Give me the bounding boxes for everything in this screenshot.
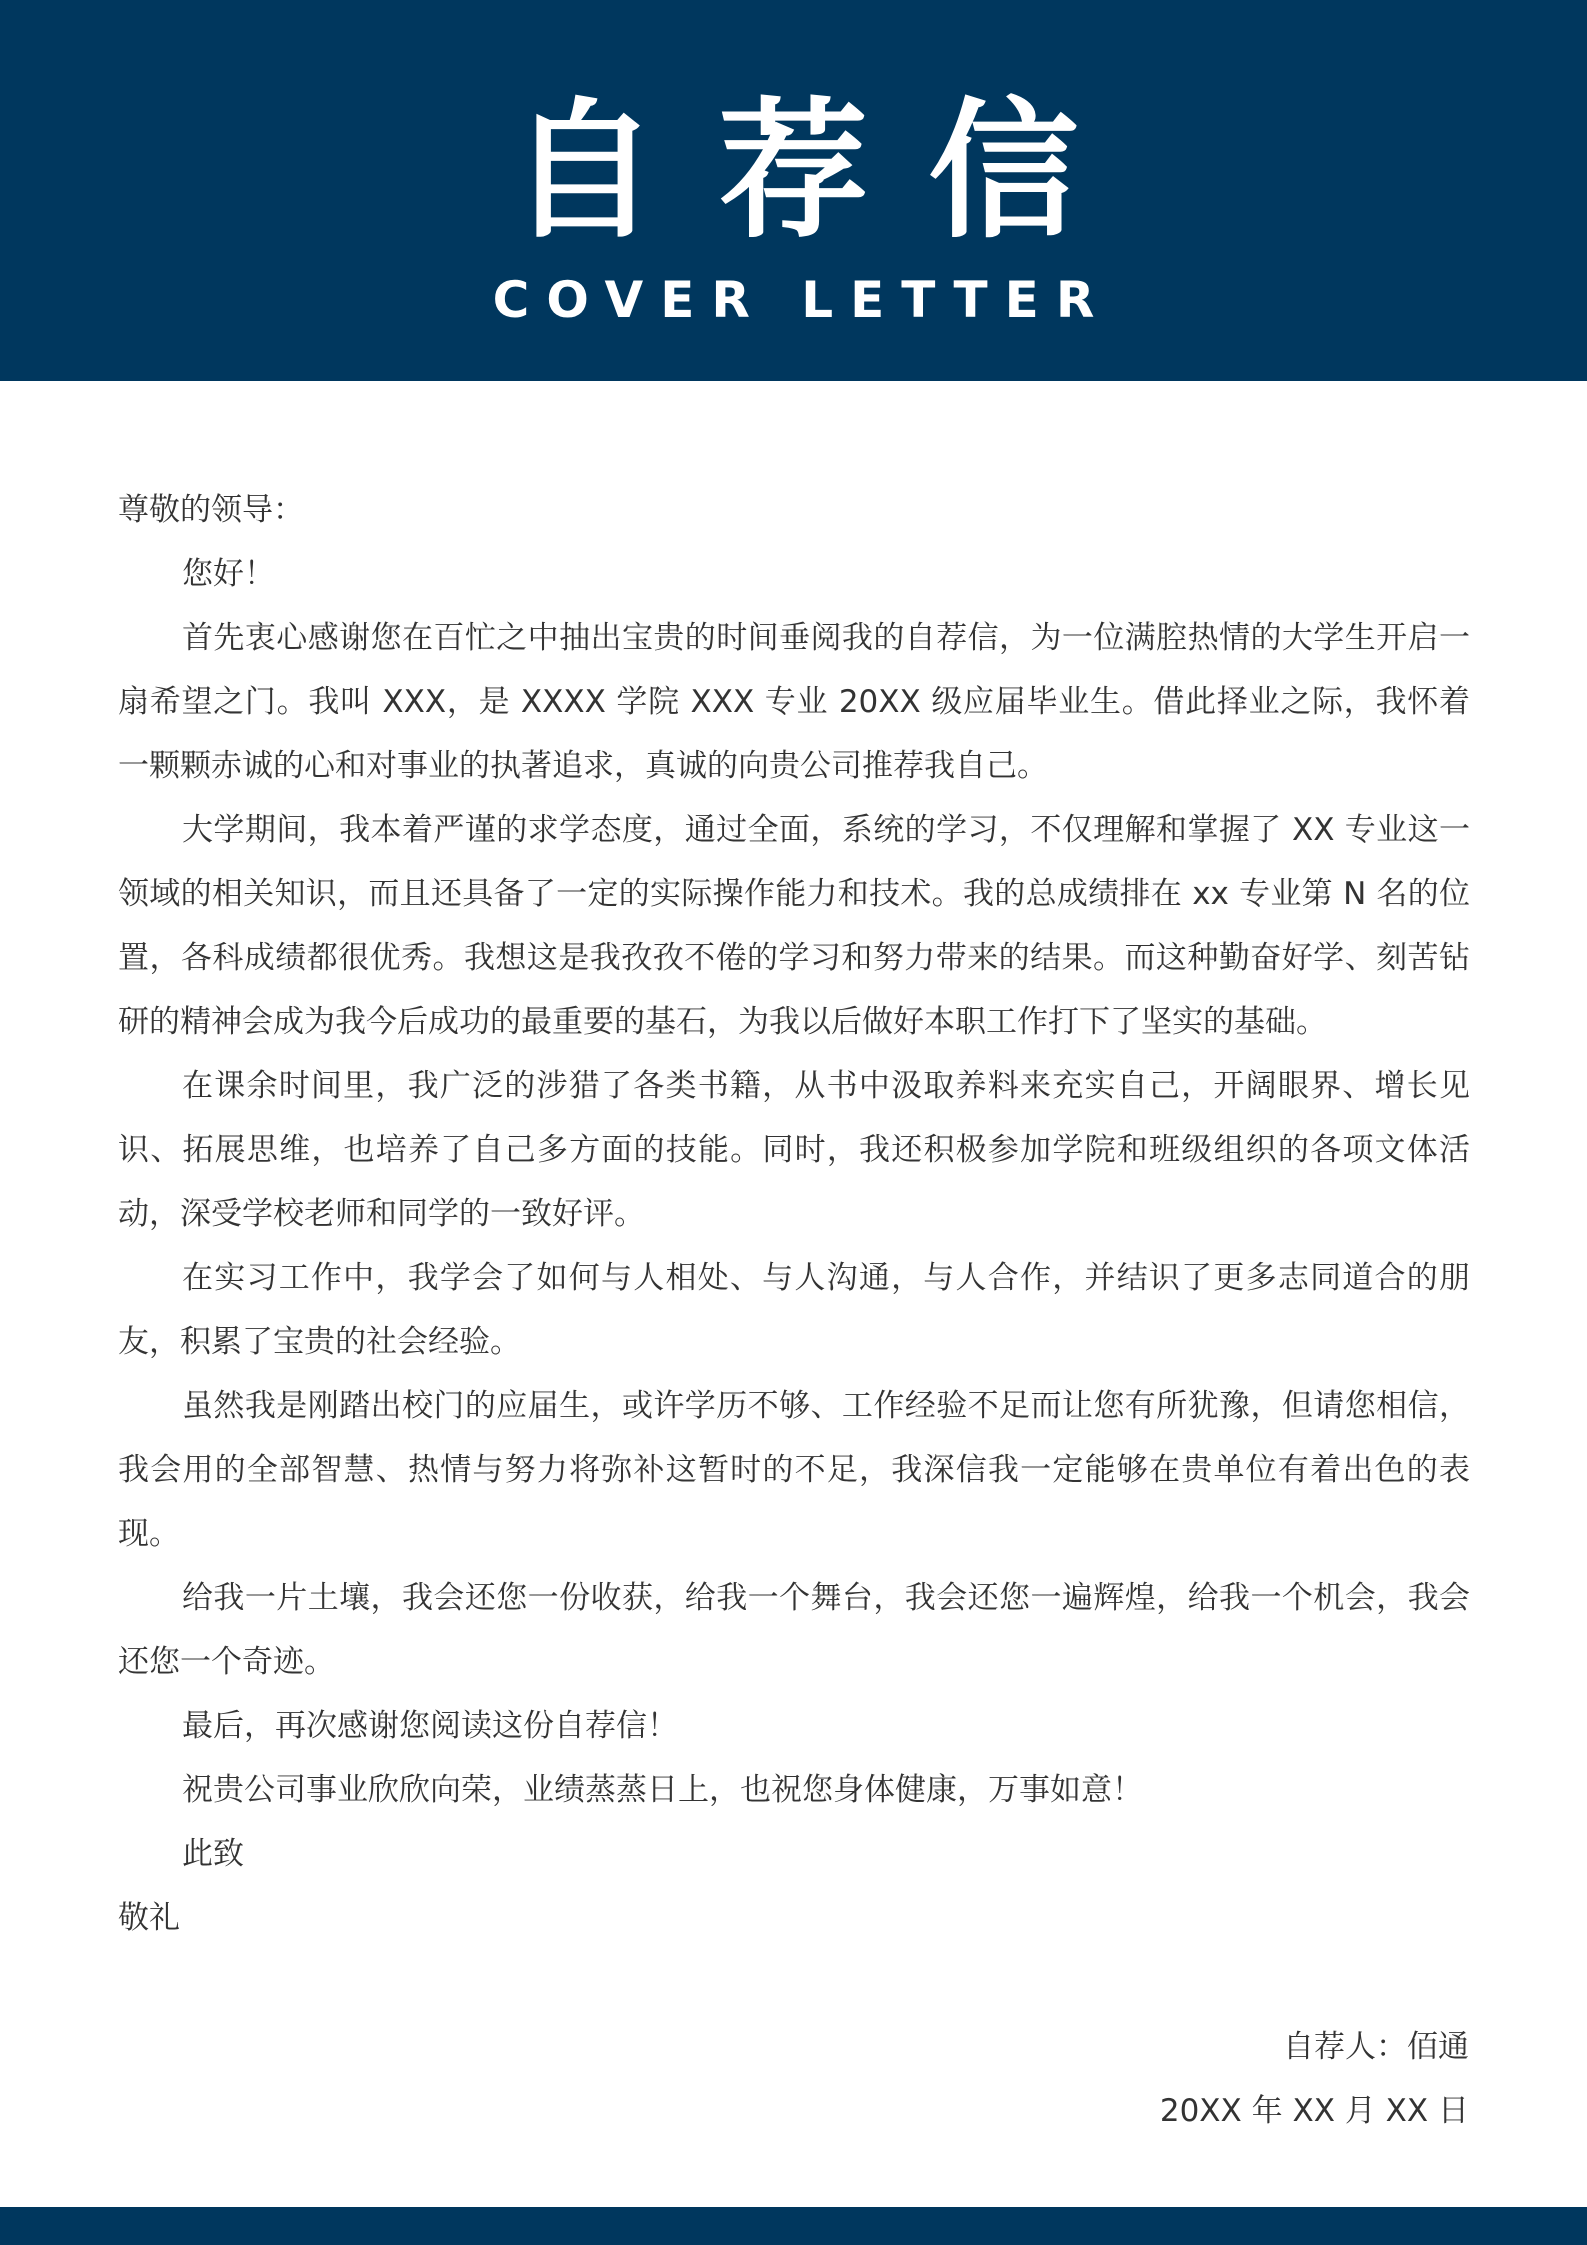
paragraph-spare-time: 在课余时间里，我广泛的涉猎了各类书籍，从书中汲取养料来充实自己，开阔眼界、增长见识、拓展思维，也培养了自己多方面的技能。同时，我还积极参加学院和班级组织的各项文体活动，深受学校老师和同学的一致好评。 [118,1068,1470,1232]
salutation: 尊敬的领导： [118,492,304,528]
header-banner [0,0,1587,381]
signer-name: 自荐人：佰通 [1283,2029,1469,2065]
page-title: 自荐信 [508,85,1139,259]
paragraph-university: 大学期间，我本着严谨的求学态度，通过全面，系统的学习，不仅理解和掌握了 XX 专业这一领域的相关知识，而且还具备了一定的实际操作能力和技术。我的总成绩排在 xx 专业第 N 名的位置，各科成绩都很优秀。我想这是我孜孜不倦的学习和努力带来的结果。而这种勤奋好学、刻苦钻研的精神会成为我今后成功的最重要的基石，为我以后做好本职工作打下了坚实的基础。 [118,812,1470,1040]
paragraph-thanks: 最后，再次感谢您阅读这份自荐信！ [182,1708,678,1744]
letter-date: 20XX 年 XX 月 XX 日 [1159,2093,1469,2129]
closing-line-2: 敬礼 [118,1900,180,1936]
paragraph-wishes: 祝贵公司事业欣欣向荣，业绩蒸蒸日上，也祝您身体健康，万事如意！ [182,1772,1143,1808]
paragraph-fresh-graduate: 虽然我是刚踏出校门的应届生，或许学历不够、工作经验不足而让您有所犹豫，但请您相信，我会用的全部智慧、热情与努力将弥补这暂时的不足，我深信我一定能够在贵单位有着出色的表现。 [118,1388,1470,1552]
signature-block [1160,2015,1469,2143]
paragraph-intro: 首先衷心感谢您在百忙之中抽出宝贵的时间垂阅我的自荐信，为一位满腔热情的大学生开启一扇希望之门。我叫 XXX，是 XXXX 学院 XXX 专业 20XX 级应届毕业生。借此择业之际，我怀着一颗颗赤诚的心和对事业的执著追求，真诚的向贵公司推荐我自己。 [118,620,1470,784]
greeting: 您好！ [182,556,275,592]
paragraph-internship: 在实习工作中，我学会了如何与人相处、与人沟通，与人合作，并结识了更多志同道合的朋友，积累了宝贵的社会经验。 [118,1260,1470,1360]
page-subtitle: COVER LETTER [492,271,1112,329]
closing-line-1: 此致 [182,1836,244,1872]
letter-body [118,478,1470,1950]
paragraph-opportunity: 给我一片土壤，我会还您一份收获，给我一个舞台，我会还您一遍辉煌，给我一个机会，我会还您一个奇迹。 [118,1580,1470,1680]
footer-bar [0,2207,1587,2245]
